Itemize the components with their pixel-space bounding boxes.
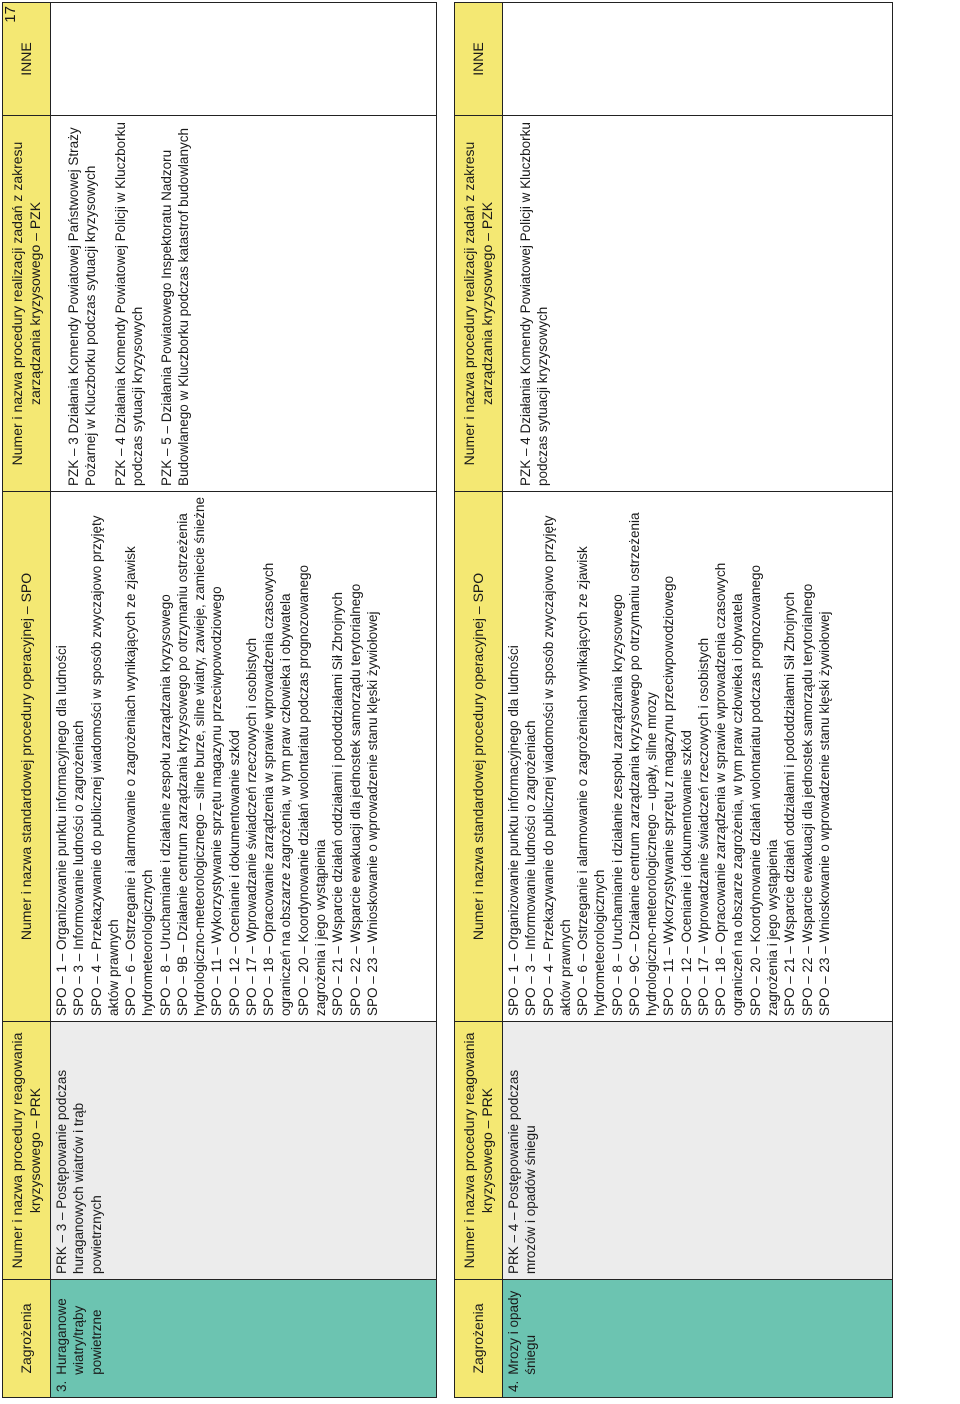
crisis-table-frost	[454, 2, 893, 1398]
spo-item: SPO – 11 – Wykorzystywanie sprzętu magazynu przeciwpowodziowego	[209, 586, 225, 1016]
pzk-item: PZK – 3 Działania Komendy Powiatowej Państwowej Straży Pożarnej w Kluczborku podczas sytuacji kryzysowych	[66, 127, 99, 486]
header-inne: INNE	[455, 3, 503, 116]
spo-item: SPO – 21 – Wsparcie działań oddziałami i pododdziałami Sił Zbrojnych	[330, 592, 346, 1016]
spo-item: SPO – 8 – Uruchamianie i działanie zespołu zarządzania kryzysowego	[157, 594, 173, 1016]
header-inne: INNE	[3, 3, 51, 116]
header-spo: Numer i nazwa standardowej procedury operacyjnej – SPO	[455, 492, 503, 1022]
threat-number: 3.	[54, 1380, 69, 1392]
spo-item: SPO – 12 – Ocenianie i dokumentowanie szkód	[678, 730, 694, 1016]
spo-item: SPO – 18 – Opracowanie zarządzenia w sprawie wprowadzenia czasowych ograniczeń na obszarze zagrożenia, w tym praw człowieka i obywatela	[713, 562, 746, 1016]
pzk-cell	[503, 116, 893, 492]
header-prk: Numer i nazwa procedury reagowania kryzysowego – PRK	[455, 1022, 503, 1280]
prk-cell	[503, 1022, 893, 1280]
pzk-item: PZK – 5 – Działania Powiatowego Inspektoratu Nadzoru Budowlanego w Kluczborku podczas katastrof budowlanych	[159, 128, 192, 486]
spo-item: SPO – 12 – Ocenianie i dokumentowanie szkód	[226, 730, 242, 1016]
page-number: 17	[2, 6, 19, 23]
spo-item: SPO – 3 – Informowanie ludności o zagrożeniach	[71, 720, 87, 1016]
spo-item: SPO – 18 – Opracowanie zarządzenia w sprawie wprowadzenia czasowych ograniczeń na obszarze zagrożenia, w tym praw człowieka i obywatela	[261, 562, 294, 1016]
header-pzk: Numer i nazwa procedury realizacji zadań z zakresu zarządzania kryzysowego – PZK	[3, 116, 51, 492]
header-prk: Numer i nazwa procedury reagowania kryzysowego – PRK	[3, 1022, 51, 1280]
spo-item: SPO – 8 – Uruchamianie i działanie zespołu zarządzania kryzysowego	[609, 594, 625, 1016]
prk-cell	[51, 1022, 437, 1280]
spo-item: SPO – 9C – Działanie centrum zarządzania kryzysowego po otrzymaniu ostrzeżenia hydrologiczno-meteorologicznego – upały, silne mrozy	[626, 512, 660, 1016]
pzk-item: PZK – 4 Działania Komendy Powiatowej Policji w Kluczborku podczas sytuacji kryzysowych	[518, 122, 551, 486]
pzk-cell	[51, 116, 437, 492]
spo-item: SPO – 17 – Wprowadzanie świadczeń rzeczowych i osobistych	[695, 637, 711, 1016]
spo-item: SPO – 20 – Koordynowanie działań wolontariatu podczas prognozowanego zagrożenia i jego wystąpienia	[747, 564, 780, 1016]
threat-cell	[503, 1280, 893, 1398]
spo-item: SPO – 11 – Wykorzystywanie sprzętu z magazynu przeciwpowodziowego	[661, 575, 677, 1016]
header-threats: Zagrożenia	[3, 1280, 51, 1398]
inne-cell	[503, 3, 893, 116]
spo-item: SPO – 22 – Wsparcie ewakuacji dla jednostek samorządu terytorialnego	[799, 583, 815, 1016]
spo-item: SPO – 21 – Wsparcie działań oddziałami i pododdziałami Sił Zbrojnych	[782, 592, 798, 1016]
spo-item: SPO – 6 – Ostrzeganie i alarmowanie o zagrożeniach wynikających ze zjawisk hydrometeorologicznych	[575, 546, 608, 1016]
spo-item: SPO – 4 – Przekazywanie do publicznej wiadomości w sposób zwyczajowo przyjęty aktów prawnych	[540, 515, 573, 1016]
spo-item: SPO – 3 – Informowanie ludności o zagrożeniach	[523, 720, 539, 1016]
pzk-item: PZK – 4 Działania Komendy Powiatowej Policji w Kluczborku podczas sytuacji kryzysowych	[112, 122, 145, 486]
header-pzk: Numer i nazwa procedury realizacji zadań z zakresu zarządzania kryzysowego – PZK	[455, 116, 503, 492]
threat-name: Huraganowe wiatry/trąby powietrzne	[54, 1298, 104, 1375]
inne-cell	[51, 3, 437, 116]
spo-item: SPO – 23 – Wnioskowanie o wprowadzenie stanu klęski żywiołowej	[364, 611, 380, 1016]
spo-item: SPO – 1 – Organizowanie punktu informacyjnego dla ludności	[506, 645, 521, 1016]
prk-procedure: PRK – 4 – Postępowanie podczas mrozów i opadów śniegu	[506, 1069, 539, 1274]
spo-cell	[51, 492, 437, 1022]
prk-procedure: PRK – 3 – Postępowanie podczas huraganowych wiatrów i trąb powietrznych	[54, 1069, 104, 1274]
spo-item: SPO – 1 – Organizowanie punktu informacyjnego dla ludności	[54, 645, 69, 1016]
spo-item: SPO – 22 – Wsparcie ewakuacji dla jednostek samorządu terytorialnego	[347, 583, 363, 1016]
threat-cell	[51, 1280, 437, 1398]
spo-item: SPO – 20 – Koordynowanie działań wolontariatu podczas prognozowanego zagrożenia i jego wystąpienia	[295, 564, 328, 1016]
spo-cell	[503, 492, 893, 1022]
spo-item: SPO – 4 – Przekazywanie do publicznej wiadomości w sposób zwyczajowo przyjęty aktów prawnych	[88, 515, 121, 1016]
spo-item: SPO – 6 – Ostrzeganie i alarmowanie o zagrożeniach wynikających ze zjawisk hydrometeorologicznych	[123, 546, 156, 1016]
header-threats: Zagrożenia	[455, 1280, 503, 1398]
threat-name: Mrozy i opady śniegu	[506, 1290, 539, 1375]
spo-item: SPO – 23 – Wnioskowanie o wprowadzenie stanu klęski żywiołowej	[816, 611, 832, 1016]
header-spo: Numer i nazwa standardowej procedury operacyjnej – SPO	[3, 492, 51, 1022]
spo-item: SPO – 17 – Wprowadzanie świadczeń rzeczowych i osobistych	[243, 637, 259, 1016]
spo-item: SPO – 9B – Działanie centrum zarządzania kryzysowego po otrzymaniu ostrzeżenia hydrologiczno-meteorologicznego – silne burze, silne wiatry, zawieje, zamiecie śnieżne	[174, 496, 208, 1016]
crisis-table-hurricane	[2, 2, 437, 1398]
threat-number: 4.	[506, 1380, 521, 1392]
